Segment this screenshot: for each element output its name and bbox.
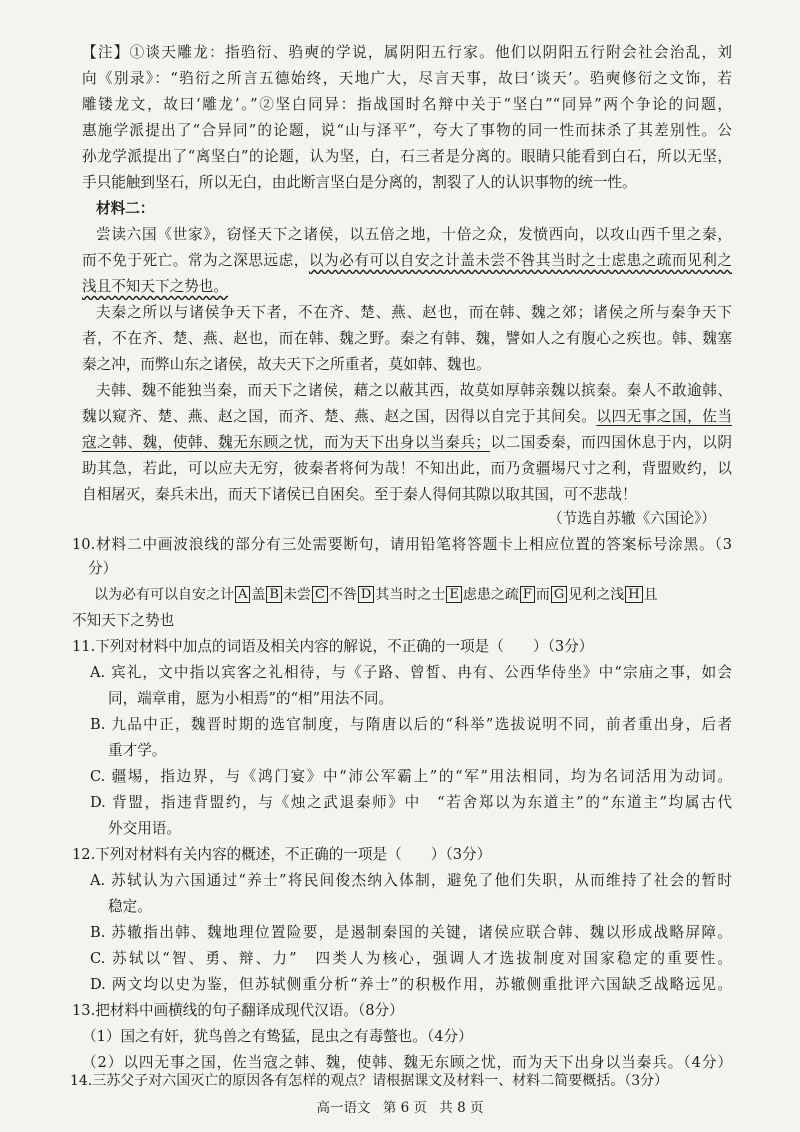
passage-line: 者，不在齐、楚、燕、赵也，而在韩、魏之野。秦之有韩、魏，譬如人之有腹心之疾也。韩、魏塞 [82, 330, 732, 347]
segment: 不咎 [328, 587, 357, 603]
option-box-d[interactable]: D [358, 586, 374, 603]
question-10-stem: 10.材料二中画波浪线的部分有三处需要断句，请用铅笔将答题卡上相应位置的答案标号涂黑。（3 [72, 536, 732, 553]
segment: 且 [643, 587, 658, 603]
question-13-sentence-2: （2）以四无事之国，佐当寇之韩、魏，使韩、魏无东顾之忧，而为天下出身以当秦兵。（4分） [82, 1054, 732, 1071]
option-box-h[interactable]: H [625, 586, 642, 603]
material2-heading: 材料二： [96, 200, 155, 217]
underlined-text: 以四无事之国，佐当 [596, 408, 732, 425]
question-12-stem: 12.下列对材料有关内容的概述，不正确的一项是（ ）（3分） [72, 846, 492, 863]
question-10-options [94, 582, 734, 608]
question-11-stem: 11.下列对材料中加点的词语及相关内容的解说，不正确的一项是（ ）（3分） [72, 638, 594, 655]
passage-line: 尝读六国《世家》，窃怪天下之诸侯，以五倍之地，十倍之众，发愤西向，以攻山西千里之秦， [96, 226, 732, 243]
question-11-option-a[interactable]: A. 宾礼，文中指以宾客之礼相待，与《子路、曾皙、冉有、公西华侍坐》中“宗庙之事，如会 [90, 664, 732, 681]
segment: 见利之浅 [568, 587, 625, 603]
note-line: 【注】①谈天雕龙：指驺衍、驺奭的学说，属阴阳五行家。他们以阴阳五行附会社会治乱，刘 [82, 44, 732, 61]
note-line: 雕镂龙文，故曰‘雕龙’。”②坚白同异：指战国时名辩中关于“坚白”“同异”两个争论的问题， [82, 96, 732, 113]
passage-line: 夫韩、魏不能独当秦，而天下之诸侯，藉之以蔽其西，故莫如厚韩亲魏以摈秦。秦人不敢逾韩、 [96, 382, 732, 399]
footer-subject: 高一语文 [316, 1100, 371, 1116]
footer-total: 共 8 页 [439, 1100, 484, 1116]
passage-line: 夫秦之所以与诸侯争天下者，不在齐、楚、燕、赵也，而在韩、魏之郊；诸侯之所与秦争天下 [96, 304, 732, 321]
option-box-f[interactable]: F [520, 586, 535, 603]
passage-text: 以二国委秦，而四国休息于内，以阴 [489, 434, 732, 451]
wavy-underline-text: 以为必有可以自安之计盖未尝不咎其当时之士虑患之疏而见利之 [308, 252, 732, 269]
question-11-option-b[interactable]: B. 九品中正，魏晋时期的选官制度，与隋唐以后的“科举”选拔说明不同，前者重出身，后者 [90, 716, 732, 733]
passage-line [82, 430, 732, 456]
source-citation: （节选自苏辙《六国论》） [548, 510, 716, 527]
question-12-option-a-cont: 稳定。 [108, 898, 152, 915]
question-13-sentence-1: （1）国之有奸，犹鸟兽之有鸷猛，昆虫之有毒螫也。（4分） [82, 1028, 473, 1045]
note-line: 惠施学派提出了“合异同”的论题，说“山与泽平”，夸大了事物的同一性而抹杀了其差别性。公 [82, 122, 732, 139]
passage-line: 助其急，若此，可以应夫无穷，彼秦者将何为哉！不知出此，而乃贪疆埸尺寸之利，背盟败约，以 [82, 460, 732, 477]
segment: 盖 [251, 587, 266, 603]
segment: 未尝 [282, 587, 311, 603]
option-box-e[interactable]: E [446, 586, 462, 603]
option-box-b[interactable]: B [266, 586, 282, 603]
question-11-option-c[interactable]: C. 疆埸，指边界，与《鸿门宴》中“沛公军霸上”的“军”用法相同，均为名词活用为动词。 [90, 768, 732, 785]
question-12-option-a[interactable]: A. 苏轼认为六国通过“养士”将民间俊杰纳入体制，避免了他们失职，从而维持了社会的暂时 [90, 872, 732, 889]
question-12-option-b[interactable]: B. 苏辙指出韩、魏地理位置险要，是遏制秦国的关键，诸侯应联合韩、魏以形成战略屏障。 [90, 924, 732, 941]
segment: 其当时之士 [375, 587, 446, 603]
question-12-option-c[interactable]: C. 苏轼以“智、勇、辩、力” 四类人为核心，强调人才选拔制度对国家稳定的重要性。 [90, 950, 732, 967]
passage-line [82, 274, 732, 300]
note-line: 手只能触到坚石，所以无白，由此断言坚白是分离的，割裂了人的认识事物的统一性。 [82, 174, 637, 191]
passage-line: 自相屠灭，秦兵未出，而天下诸侯已自困矣。至于秦人得伺其隙以取其国，可不悲哉！ [82, 486, 637, 503]
question-11-option-a-cont: 同，端章甫，愿为小相焉”的“相”用法不同。 [108, 690, 394, 707]
note-line: 向《别录》：“驺衍之所言五德始终，天地广大，尽言天事，故曰‘谈天’。驺奭修衍之文饰，若 [82, 70, 732, 87]
note-line: 孙龙学派提出了“离坚白”的论题，认为坚，白，石三者是分离的。眼睛只能看到白石，所以无坚， [82, 148, 732, 165]
question-14-stem: 14.三苏父子对六国灭亡的原因各有怎样的观点？请根据课文及材料一、材料二简要概括。（3分） [70, 1073, 669, 1089]
passage-line [82, 248, 732, 274]
option-box-a[interactable]: A [235, 586, 250, 603]
question-13-stem: 13.把材料中画横线的句子翻译成现代汉语。（8分） [72, 1002, 404, 1019]
question-10-tail: 不知天下之势也 [72, 612, 175, 629]
underlined-text: 寇之韩、魏，使韩、魏无东顾之忧，而为天下出身以当秦兵； [82, 434, 490, 451]
page-footer [0, 1073, 800, 1118]
option-box-g[interactable]: G [551, 586, 567, 603]
segment: 而 [535, 587, 550, 603]
segment: 虑患之疏 [462, 587, 519, 603]
question-12-option-d[interactable]: D. 两文均以史为鉴，但苏轼侧重分析“养士”的积极作用，苏辙侧重批评六国缺乏战略远见。 [90, 976, 732, 993]
segment: 以为必有可以自安之计 [94, 587, 234, 603]
question-10-stem: 分） [88, 560, 118, 577]
question-11-option-d-cont: 外交用语。 [108, 820, 181, 837]
wavy-underline-text: 浅且不知天下之势也。 [82, 278, 228, 295]
passage-line [82, 404, 732, 430]
passage-line: 秦之冲，而弊山东之诸侯，故夫天下之所重者，莫如韩、魏也。 [82, 356, 491, 373]
passage-text: 魏以窥齐、楚、燕、赵之国，而齐、楚、燕、赵之国，因得以自完于其间矣。 [82, 408, 597, 425]
option-box-c[interactable]: C [312, 586, 328, 603]
passage-text: 而不免于死亡。常为之深思远虑， [82, 252, 309, 269]
footer-page: 第 6 页 [382, 1100, 427, 1116]
question-11-option-d[interactable]: D. 背盟，指违背盟约，与《烛之武退秦师》中 “若舍郑以为东道主”的“东道主”均属古代 [90, 794, 732, 811]
question-11-option-b-cont: 重才学。 [108, 742, 167, 759]
